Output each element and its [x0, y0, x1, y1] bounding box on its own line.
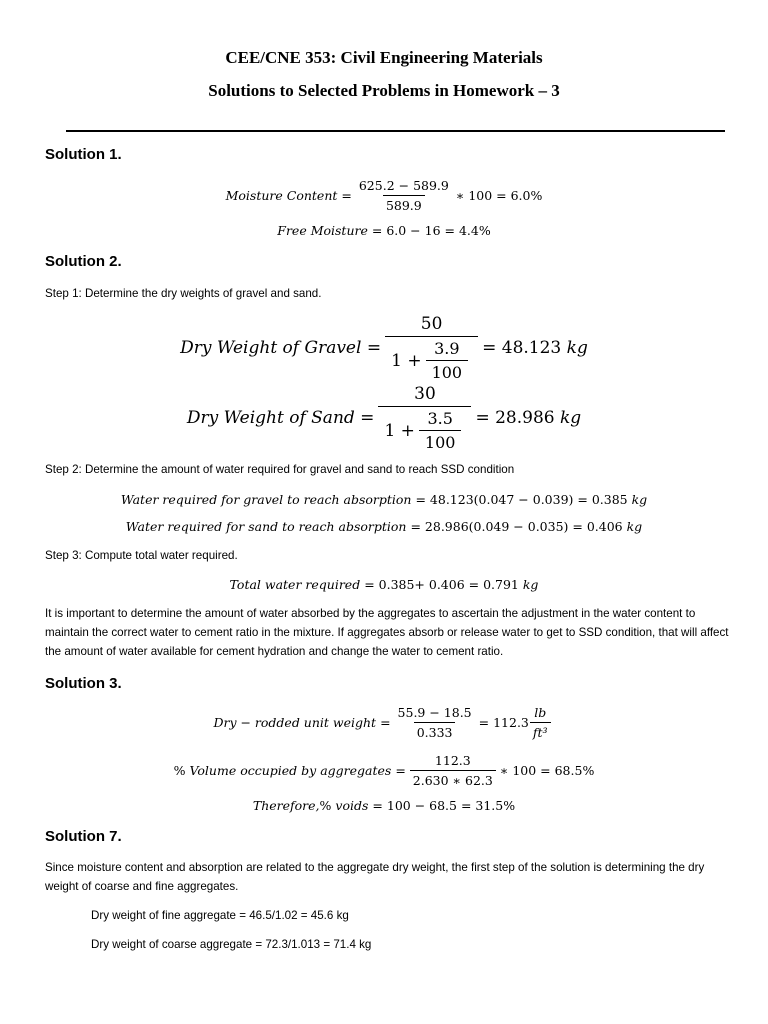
step-3-text: Step 3: Compute total water required. — [45, 549, 238, 562]
dr-unit-fraction — [530, 705, 551, 740]
mc-fraction — [356, 178, 452, 213]
voids-therefore: Therefore, — [252, 797, 320, 813]
voids-pct: % — [319, 797, 332, 813]
coarse-aggregate-line: Dry weight of coarse aggregate = 72.3/1.013 = 71.4 kg — [91, 938, 372, 951]
voids-lhs: voids — [335, 797, 369, 813]
wg-unit: kg — [631, 491, 648, 507]
vol-denominator: 2.630 ∗ 62.3 — [410, 770, 496, 788]
vol-numerator: 112.3 — [434, 752, 471, 768]
gravel-unit: kg — [566, 338, 588, 358]
sand-inner-den: 100 — [419, 430, 462, 452]
gravel-inner-den: 100 — [426, 360, 469, 382]
vol-eq: = — [395, 762, 406, 778]
dr-lhs: Dry − rodded unit weight — [213, 714, 377, 730]
mc-denominator: 589.9 — [383, 195, 425, 213]
gravel-denominator — [385, 336, 478, 382]
page-subtitle: Solutions to Selected Problems in Homework – 3 — [208, 81, 560, 100]
solution-3-heading: Solution 3. — [45, 675, 122, 692]
voids-rhs: = 100 − 68.5 = 31.5% — [372, 797, 516, 813]
sand-denominator — [378, 406, 471, 452]
sand-numerator: 30 — [414, 384, 436, 404]
free-moisture-equation — [0, 221, 768, 239]
mc-lhs: Moisture Content = — [225, 187, 352, 203]
sand-inner-num: 3.5 — [427, 409, 453, 428]
gravel-one-plus: 1 + — [391, 350, 422, 371]
course-title: CEE/CNE 353: Civil Engineering Materials — [225, 48, 543, 67]
sand-unit: kg — [560, 408, 582, 428]
step-2-text: Step 2: Determine the amount of water required for gravel and sand to reach SSD condition — [45, 463, 515, 476]
fine-aggregate-line: Dry weight of fine aggregate = 46.5/1.02 = 45.6 kg — [91, 909, 349, 922]
dr-unit-den: ft³ — [530, 722, 551, 740]
gravel-inner-fraction — [426, 339, 469, 382]
gravel-dry-weight-equation: Dry Weight of Gravel = 50 1 + $\frac{3.9}{100}$ = 48.123 kg — [180, 314, 588, 382]
sand-lhs: Dry Weight of Sand — [186, 408, 355, 428]
ws-lhs: Water required for sand to reach absorption — [125, 518, 407, 534]
tw-unit: kg — [522, 576, 539, 592]
voids-equation — [0, 796, 768, 814]
title-divider — [66, 130, 725, 132]
dr-numerator: 55.9 − 18.5 — [397, 704, 472, 720]
volume-occupied-equation — [0, 750, 768, 790]
solution-2-paragraph: It is important to determine the amount of water absorbed by the aggregates to ascertain the adjustment in the water content to maintain the correct water to cement ratio in the mixture. If aggregates absorb or release water to get to SSD condition, that will affect the amount of water available for cement hydration and change the water to cement ratio. — [45, 607, 729, 658]
solution-7-paragraph: Since moisture content and absorption are related to the aggregate dry weight, the first step of the solution is determining the dry weight of coarse and fine aggregates. — [45, 861, 705, 893]
mc-numerator: 625.2 − 589.9 — [358, 177, 449, 193]
sand-result: = 28.986 — [475, 408, 555, 428]
gravel-water-equation — [0, 490, 768, 508]
sand-dry-weight-equation: Dry Weight of Sand = 30 1 + $\frac{3.5}{100}$ = 28.986 kg — [186, 384, 582, 452]
gravel-lhs: Dry Weight of Gravel — [180, 338, 362, 358]
gravel-numerator: 50 — [420, 314, 443, 334]
tw-lhs: Total water required — [229, 576, 361, 592]
ws-unit: kg — [626, 518, 643, 534]
sand-water-equation — [0, 517, 768, 535]
fm-lhs: Free Moisture — [277, 222, 368, 238]
wg-rhs: = 48.123(0.047 − 0.039) = 0.385 — [415, 491, 628, 507]
dry-rodded-equation — [0, 702, 768, 742]
ws-rhs: = 28.986(0.049 − 0.035) = 0.406 — [410, 518, 623, 534]
wg-lhs: Water required for gravel to reach absorption — [120, 491, 412, 507]
solution-7-heading: Solution 7. — [45, 828, 122, 845]
gravel-result: = 48.123 — [482, 338, 562, 358]
solution-2-heading: Solution 2. — [45, 253, 122, 270]
moisture-content-equation — [0, 176, 768, 214]
sand-inner-fraction — [419, 409, 462, 452]
dr-fraction — [395, 705, 475, 740]
solution-1-heading: Solution 1. — [45, 146, 122, 163]
sand-one-plus: 1 + — [384, 420, 415, 441]
sand-fraction — [378, 384, 471, 452]
dr-eq: = — [380, 714, 391, 730]
dr-unit-num: lb — [534, 704, 547, 720]
vol-fraction — [410, 753, 496, 788]
dr-denominator: 0.333 — [414, 722, 456, 740]
total-water-equation — [0, 575, 768, 593]
gravel-inner-num: 3.9 — [434, 339, 460, 358]
vol-lhs: Volume occupied by aggregates — [189, 762, 392, 778]
step-1-text: Step 1: Determine the dry weights of gravel and sand. — [45, 287, 322, 300]
vol-pct: % — [173, 762, 186, 778]
vol-rhs: ∗ 100 = 68.5% — [499, 762, 595, 778]
tw-rhs: = 0.385+ 0.406 = 0.791 — [364, 576, 519, 592]
fm-rhs: = 6.0 − 16 = 4.4% — [371, 222, 491, 238]
gravel-fraction — [385, 314, 478, 382]
dr-value: = 112.3 — [478, 714, 529, 730]
mc-rhs: ∗ 100 = 6.0% — [455, 187, 543, 203]
